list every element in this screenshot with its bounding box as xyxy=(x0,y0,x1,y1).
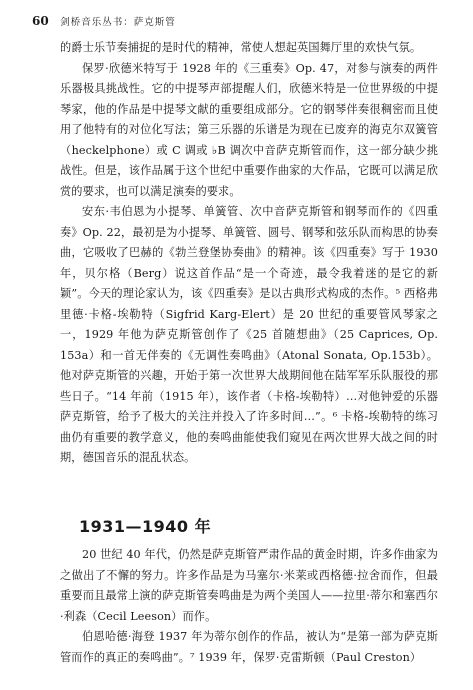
series-title: 剑桥音乐丛书：萨克斯管 xyxy=(60,17,176,28)
page-number: 60 xyxy=(32,14,49,28)
paragraph-hindemith: 保罗·欣德米特写于 1928 年的《三重奏》Op. 47，对参与演奏的两件乐器极具挑战性。它的中提琴声部提醒人们，欣德米特是一位世界级的中提琴家，他的作品是中提琴文献的重要组成部分。它的钢琴伴奏很稠密而且使用了他特有的对位化写法；第三乐器的乐谱是为现在已废弃的海克尔双簧管（heckelphone）或 C 调或 ♭B 调次中音萨克斯管而作，这一部分缺少挑战性。但是，该作品属于这个世纪中重要作曲家的大作品，它既可以满足欣赏的要求，也可以满足演奏的要求。 xyxy=(60,61,438,198)
section-heading: 1931—1940 年 xyxy=(79,517,212,536)
running-header xyxy=(32,14,443,30)
body-text-top xyxy=(60,38,438,469)
body-text-bottom xyxy=(60,545,438,668)
paragraph-heiden: 伯恩哈德·海登 1937 年为蒂尔创作的作品，被认为“是第一部为萨克斯管而作的真正的奏鸣曲”。⁷ 1939 年，保罗·克雷斯顿（Paul Creston） xyxy=(60,630,438,664)
paragraph-webern: 安东·韦伯恩为小提琴、单簧管、次中音萨克斯管和钢琴而作的《四重奏》Op. 22，最初是为小提琴、单簧管、圆号、钢琴和弦乐队而构思的协奏曲，它吸收了巴赫的《勃兰登堡协奏曲》的精神。该《四重奏》写于 1930 年，贝尔格（Berg）说这首作品“是一个奇迹，最令我着迷的是它的新颖”。今天的理论家认为，该《四重奏》是以古典形式构成的杰作。⁵ 西格弗里德·卡格-埃勒特（Sigfrid Karg-Elert）是 20 世纪的重要管风琴家之一，1929 年他为萨克斯管创作了《25 首随想曲》（25 Caprices, Op. 153a）和一首无伴奏的《无调性奏鸣曲》（Atonal Sonata, Op.153b）。他对萨克斯管的兴趣，开始于第一次世界大战期间他在陆军军乐队服役的那些日子。“14 年前（1915 年），该作者（卡格-埃勒特）…对他钟爱的乐器萨克斯管，给予了极大的关注并投入了许多时间…”。⁶ 卡格-埃勒特的练习曲仍有重要的教学意义，他的奏鸣曲能使我们窥见在两次世界大战之间的时期，德国音乐的混乱状态。 xyxy=(60,205,438,464)
paragraph-1940s: 20 世纪 40 年代，仍然是萨克斯管严肃作品的黄金时期，许多作曲家为之做出了不懈的努力。许多作品是为马塞尔·米莱或西格德·拉舍而作，但最重要而且最常上演的萨克斯管奏鸣曲是为两个美国人——拉里·蒂尔和塞西尔·利森（Cecil Leeson）而作。 xyxy=(60,548,438,623)
paragraph-continued: 的爵士乐节奏捕捉的是时代的精神，常使人想起英国舞厅里的欢快气氛。 xyxy=(60,41,422,54)
